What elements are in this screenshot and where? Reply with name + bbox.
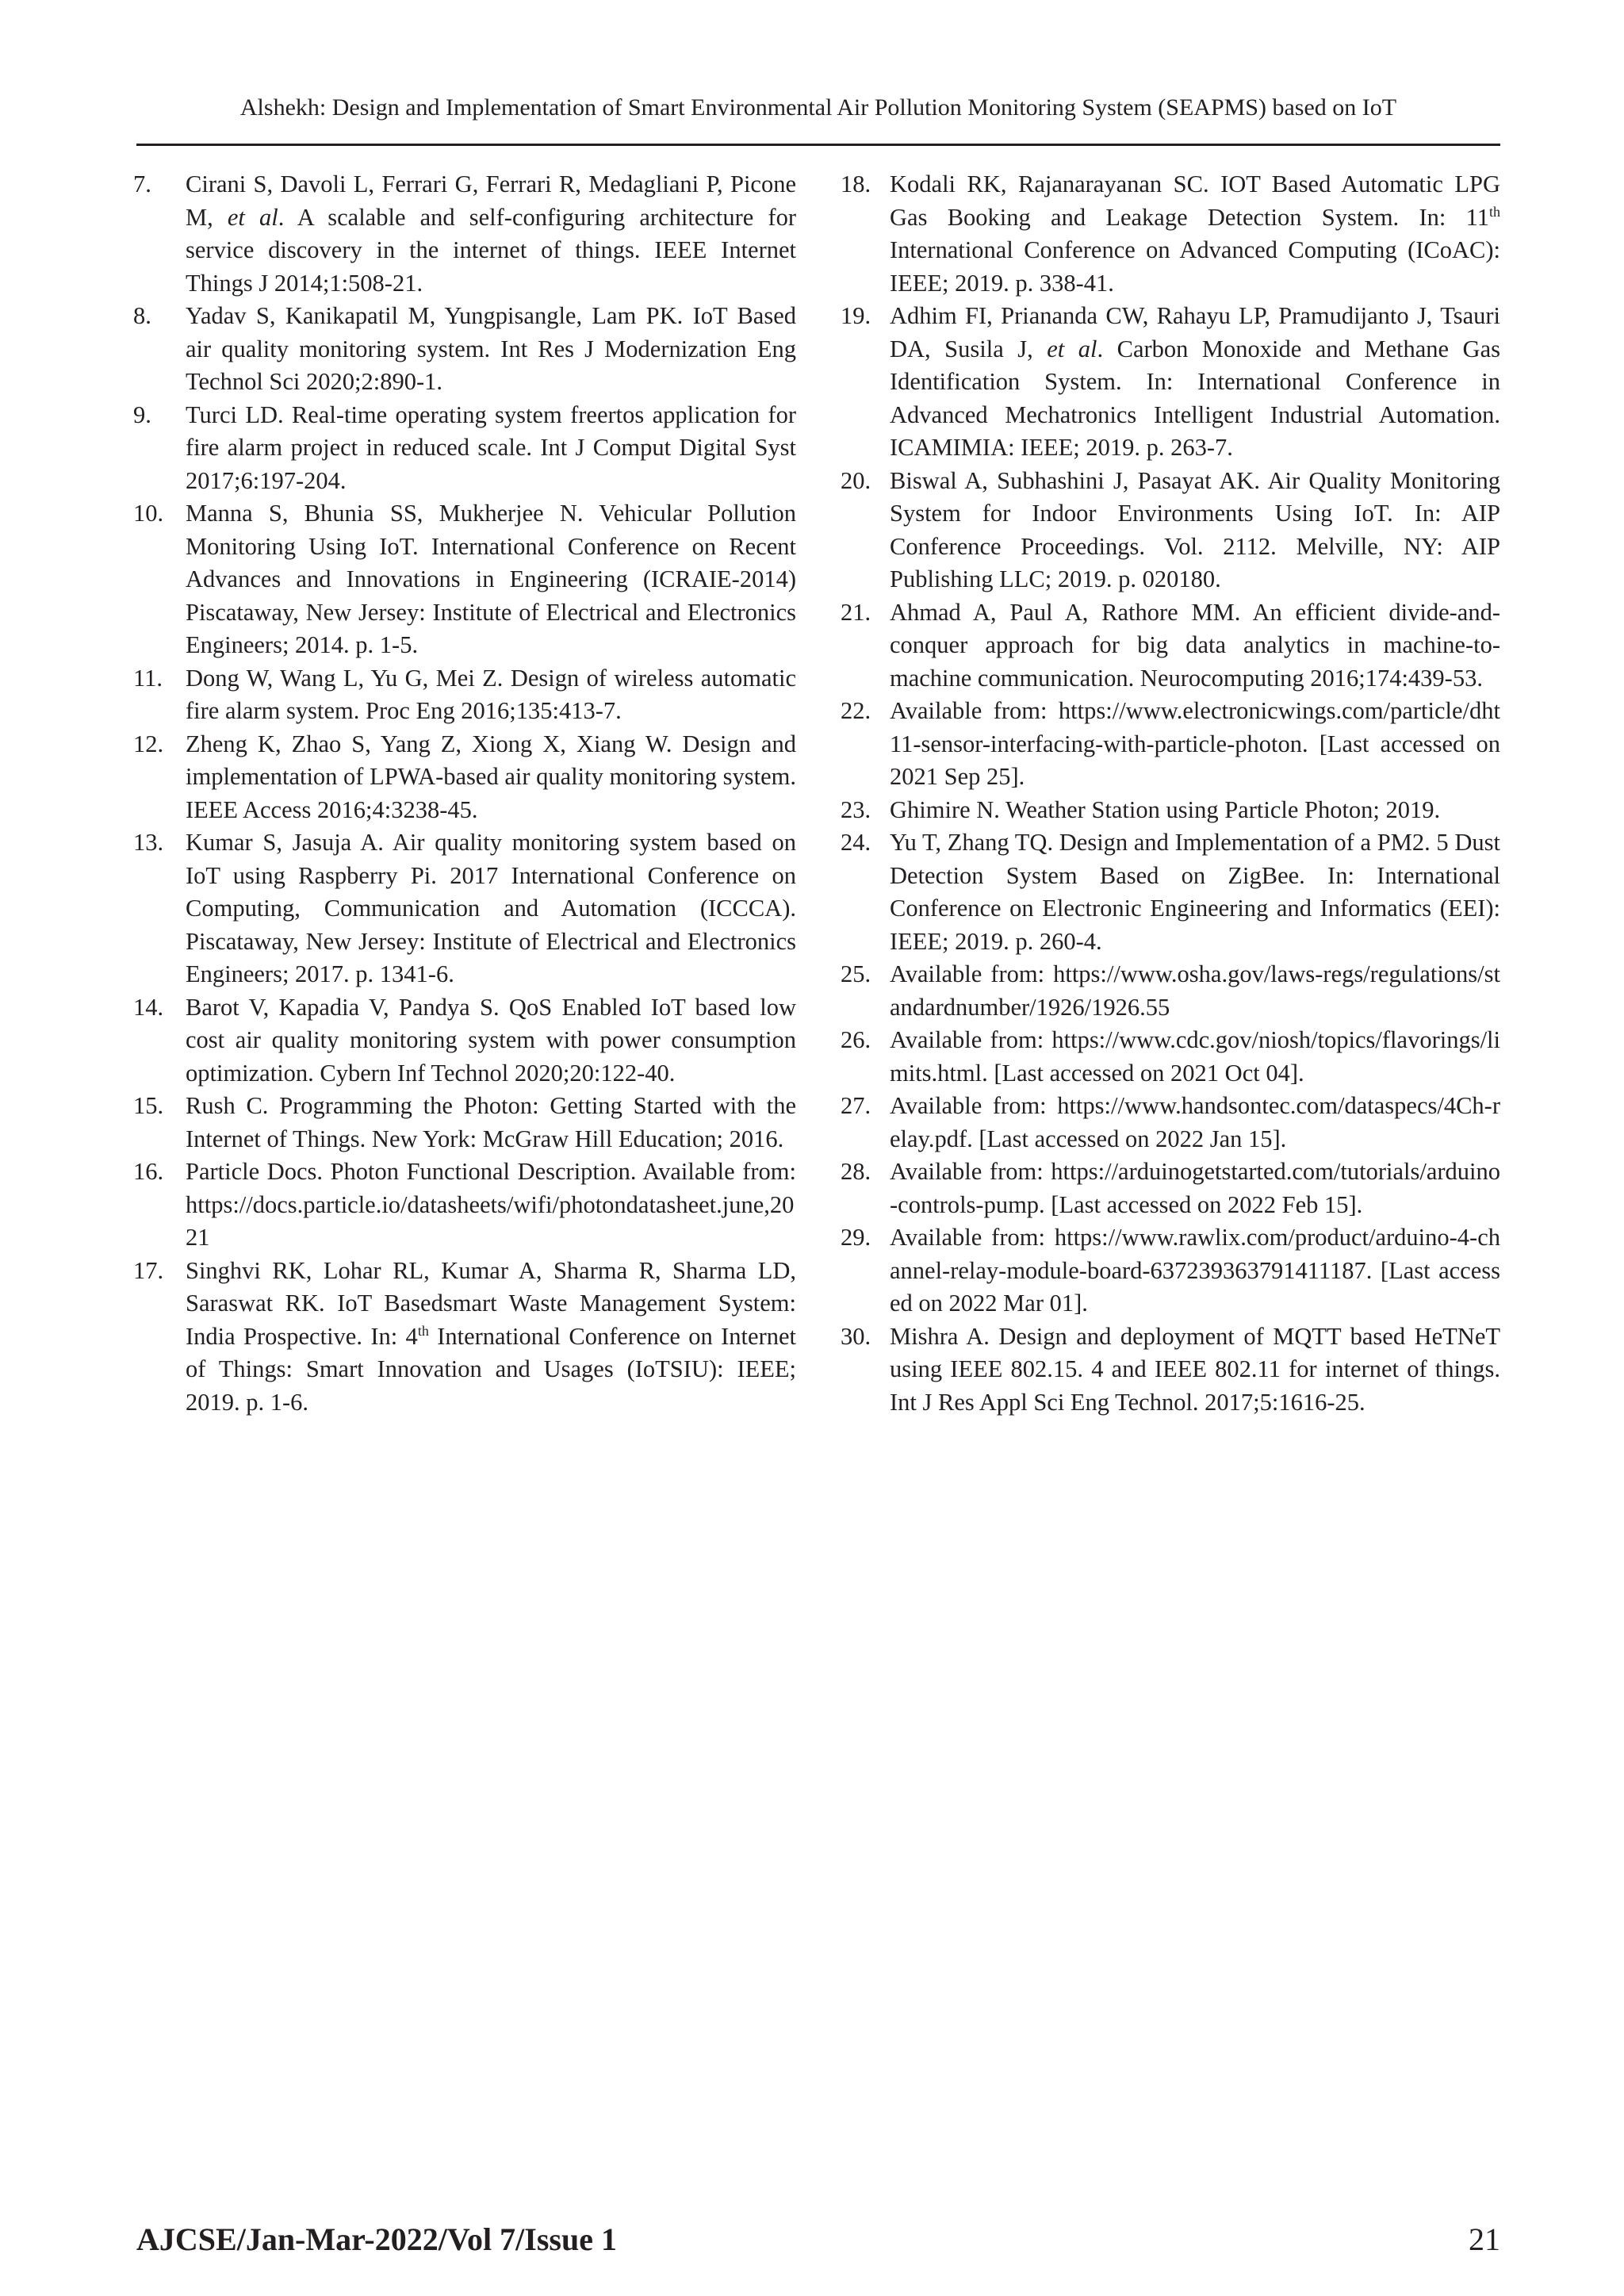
reference-column-left bbox=[133, 168, 796, 1419]
reference-number: 13. bbox=[133, 829, 164, 856]
reference-text: Available from: https://www.electronicwings.com/particle/dht11-sensor-interfacing-with-particle-photon. [Last accessed on 2021 Sep 25]. bbox=[890, 697, 1500, 790]
reference-item bbox=[133, 1156, 796, 1255]
reference-item bbox=[841, 794, 1500, 827]
reference-text: Turci LD. Real-time operating system freertos application for fire alarm project in reduced scale. Int J Comput Digital Syst 2017;6:197-204. bbox=[186, 401, 796, 494]
reference-item bbox=[133, 399, 796, 498]
reference-text: Adhim FI, Priananda CW, Rahayu LP, Pramudijanto J, Tsauri DA, Susila J, et al. Carbon Monoxide and Methane Gas Identification System. In: International Conference in Advanced Mechatronics Intelligent Industrial Automation. ICAMIMIA: IEEE; 2019. p. 263-7. bbox=[890, 302, 1500, 461]
reference-item bbox=[841, 300, 1500, 465]
reference-number: 17. bbox=[133, 1256, 164, 1284]
reference-item bbox=[841, 695, 1500, 794]
reference-number: 8. bbox=[133, 302, 151, 329]
reference-number: 20. bbox=[841, 466, 871, 494]
reference-text: Ahmad A, Paul A, Rathore MM. An efficient divide-and-conquer approach for big data analytics in machine-to-machine communication. Neurocomputing 2016;174:439-53. bbox=[890, 598, 1500, 692]
reference-item bbox=[841, 1221, 1500, 1320]
header-rule bbox=[136, 144, 1500, 146]
reference-number: 11. bbox=[133, 664, 163, 692]
reference-number: 9. bbox=[133, 401, 151, 428]
reference-number: 22. bbox=[841, 697, 871, 724]
reference-number: 30. bbox=[841, 1322, 871, 1350]
reference-item bbox=[841, 958, 1500, 1024]
reference-text: Singhvi RK, Lohar RL, Kumar A, Sharma R, Sharma LD, Saraswat RK. IoT Basedsmart Waste Management System: India Prospective. In: 4th International Conference on Internet of Things: Smart Innovation and Usages (IoTSIU): IEEE; 2019. p. 1-6. bbox=[186, 1256, 796, 1416]
reference-text: Manna S, Bhunia SS, Mukherjee N. Vehicular Pollution Monitoring Using IoT. International Conference on Recent Advances and Innovations in Engineering (ICRAIE-2014) Piscataway, New Jersey: Institute of Electrical and Electronics Engineers; 2014. p. 1-5. bbox=[186, 500, 796, 658]
reference-item bbox=[133, 826, 796, 991]
reference-text: Biswal A, Subhashini J, Pasayat AK. Air Quality Monitoring System for Indoor Environments Using IoT. In: AIP Conference Proceedings. Vol. 2112. Melville, NY: AIP Publishing LLC; 2019. p. 020180. bbox=[890, 466, 1500, 592]
reference-text: Particle Docs. Photon Functional Description. Available from:https://docs.particle.io/datasheets/wifi/photondatasheet.june,2021 bbox=[186, 1158, 796, 1251]
reference-item bbox=[841, 1090, 1500, 1156]
reference-text: Ghimire N. Weather Station using Particle Photon; 2019. bbox=[890, 795, 1441, 823]
reference-number: 29. bbox=[841, 1224, 871, 1251]
reference-item bbox=[841, 1156, 1500, 1221]
reference-text: Available from: https://www.osha.gov/laws-regs/regulations/standardnumber/1926/1926.55 bbox=[890, 960, 1500, 1021]
reference-number: 15. bbox=[133, 1092, 164, 1119]
reference-item bbox=[133, 300, 796, 399]
reference-text: Yu T, Zhang TQ. Design and Implementation of a PM2. 5 Dust Detection System Based on ZigBee. In: International Conference on Electronic Engineering and Informatics (EEI): IEEE; 2019. p. 260-4. bbox=[890, 829, 1500, 955]
reference-item bbox=[133, 728, 796, 827]
reference-text: Mishra A. Design and deployment of MQTT based HeTNeT using IEEE 802.15. 4 and IEEE 802.11 for internet of things. Int J Res Appl Sci Eng Technol. 2017;5:1616-25. bbox=[890, 1322, 1500, 1416]
reference-number: 25. bbox=[841, 960, 871, 987]
reference-item bbox=[841, 1320, 1500, 1420]
page-number: 21 bbox=[1469, 2221, 1500, 2257]
reference-text: Cirani S, Davoli L, Ferrari G, Ferrari R, Medagliani P, Picone M, et al. A scalable and self-configuring architecture for service discovery in the internet of things. IEEE Internet Things J 2014;1:508-21. bbox=[186, 171, 796, 297]
reference-item bbox=[133, 497, 796, 662]
reference-item bbox=[133, 991, 796, 1091]
reference-number: 18. bbox=[841, 171, 871, 197]
reference-item bbox=[841, 168, 1500, 300]
reference-text: Dong W, Wang L, Yu G, Mei Z. Design of wireless automatic fire alarm system. Proc Eng 2016;135:413-7. bbox=[186, 664, 796, 724]
reference-text: Yadav S, Kanikapatil M, Yungpisangle, Lam PK. IoT Based air quality monitoring system. Int Res J Modernization Eng Technol Sci 2020;2:890-1. bbox=[186, 302, 796, 395]
reference-text: Barot V, Kapadia V, Pandya S. QoS Enabled IoT based low cost air quality monitoring system with power consumption optimization. Cybern Inf Technol 2020;20:122-40. bbox=[186, 993, 796, 1087]
reference-number: 19. bbox=[841, 302, 871, 329]
reference-text: Zheng K, Zhao S, Yang Z, Xiong X, Xiang W. Design and implementation of LPWA-based air quality monitoring system. IEEE Access 2016;4:3238-45. bbox=[186, 730, 796, 823]
reference-number: 23. bbox=[841, 795, 871, 823]
reference-text: Available from: https://www.handsontec.com/dataspecs/4Ch-relay.pdf. [Last accessed on 2022 Jan 15]. bbox=[890, 1092, 1500, 1152]
reference-text: Kodali RK, Rajanarayanan SC. IOT Based Automatic LPG Gas Booking and Leakage Detection System. In: 11th International Conference on Advanced Computing (ICoAC): IEEE; 2019. p. 338-41. bbox=[890, 171, 1500, 297]
reference-text: Available from: https://www.rawlix.com/product/arduino-4-channel-relay-module-board-637239363791411187. [Last accessed on 2022 Mar 01]. bbox=[890, 1224, 1500, 1317]
reference-text: Available from: https://www.cdc.gov/niosh/topics/flavorings/limits.html. [Last accessed on 2021 Oct 04]. bbox=[890, 1026, 1500, 1087]
reference-number: 24. bbox=[841, 829, 871, 856]
reference-item bbox=[133, 662, 796, 728]
reference-number: 16. bbox=[133, 1158, 164, 1185]
reference-item bbox=[841, 826, 1500, 958]
journal-issue: AJCSE/Jan-Mar-2022/Vol 7/Issue 1 bbox=[136, 2221, 617, 2257]
running-header: Alshekh: Design and Implementation of Smart Environmental Air Pollution Monitoring System (SEAPMS) based on IoT bbox=[239, 94, 1397, 121]
reference-item bbox=[841, 596, 1500, 696]
reference-number: 26. bbox=[841, 1026, 871, 1053]
reference-item bbox=[133, 1090, 796, 1156]
reference-text: Available from: https://arduinogetstarted.com/tutorials/arduino-controls-pump. [Last accessed on 2022 Feb 15]. bbox=[890, 1158, 1500, 1218]
reference-text: Rush C. Programming the Photon: Getting Started with the Internet of Things. New York: McGraw Hill Education; 2016. bbox=[186, 1092, 796, 1152]
reference-column-right bbox=[841, 168, 1500, 1419]
reference-number: 12. bbox=[133, 730, 164, 757]
reference-item bbox=[133, 168, 796, 300]
reference-number: 27. bbox=[841, 1092, 871, 1119]
reference-number: 28. bbox=[841, 1158, 871, 1185]
reference-number: 21. bbox=[841, 598, 871, 626]
reference-item bbox=[841, 1024, 1500, 1090]
reference-text: Kumar S, Jasuja A. Air quality monitoring system based on IoT using Raspberry Pi. 2017 International Conference on Computing, Communication and Automation (ICCCA). Piscataway, New Jersey: Institute of Electrical and Electronics Engineers; 2017. p. 1341-6. bbox=[186, 829, 796, 987]
reference-number: 14. bbox=[133, 993, 164, 1021]
reference-number: 10. bbox=[133, 500, 164, 527]
reference-item bbox=[133, 1255, 796, 1420]
reference-number: 7. bbox=[133, 171, 151, 197]
reference-item bbox=[841, 465, 1500, 596]
